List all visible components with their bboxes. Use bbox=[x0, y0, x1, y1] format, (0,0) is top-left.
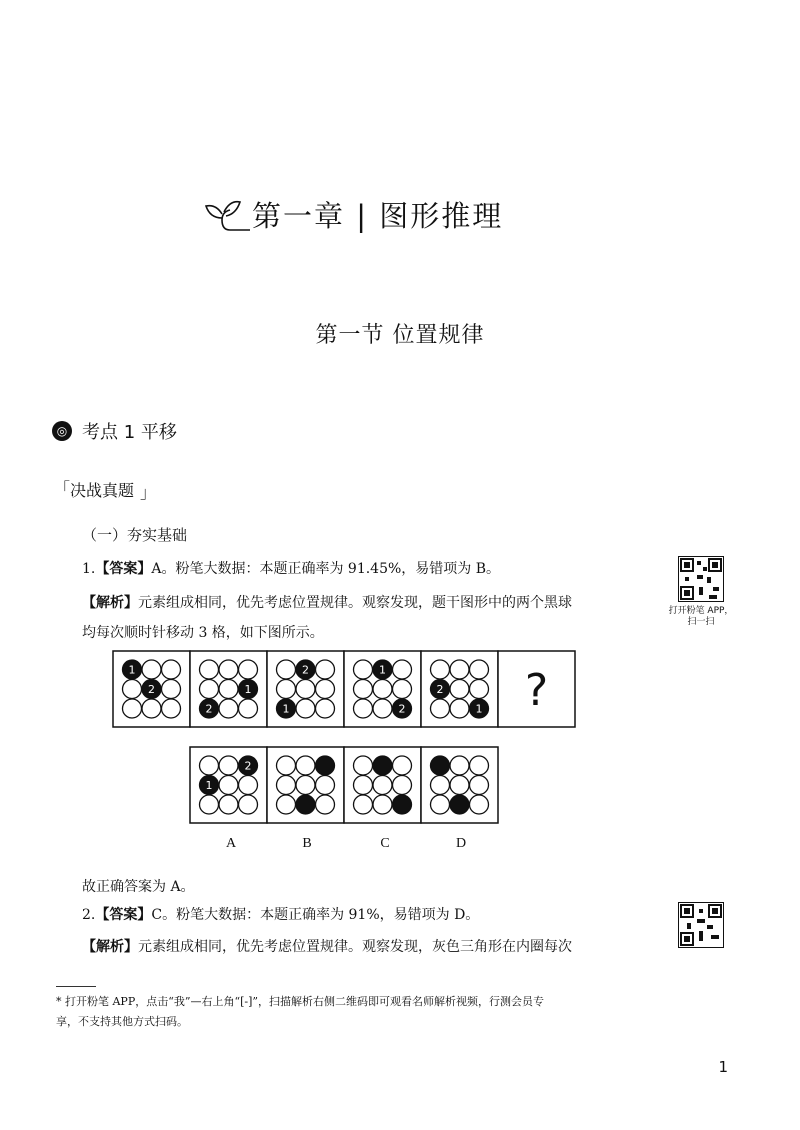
bracket-left: 「 bbox=[54, 479, 71, 498]
q1-answer-tag: 【答案】 bbox=[95, 561, 152, 577]
stem-3-ball-8 bbox=[316, 699, 335, 718]
stem-4-ball-3 bbox=[354, 680, 373, 699]
stem-1-ball-6 bbox=[123, 699, 142, 718]
q1-analysis-text1: 元素组成相同，优先考虑位置规律。观察发现，题干图形中的两个黑球 bbox=[138, 595, 572, 611]
option-d-ball-0 bbox=[431, 756, 450, 775]
q1-answer-line bbox=[82, 558, 500, 580]
option-c-ball-7 bbox=[373, 795, 392, 814]
footnote bbox=[56, 992, 656, 1032]
stem-4-ball-2 bbox=[393, 660, 412, 679]
q2-analysis-tag: 【解析】 bbox=[82, 939, 138, 955]
stem-4-ball-5 bbox=[393, 680, 412, 699]
option-c-ball-8 bbox=[393, 795, 412, 814]
stem-3-ball-2 bbox=[316, 660, 335, 679]
stem-3-ball-5 bbox=[316, 680, 335, 699]
stem-4-ball-0 bbox=[354, 660, 373, 679]
stem-2-ball-label-2: 2 bbox=[205, 702, 213, 716]
stem-3-ball-3 bbox=[277, 680, 296, 699]
stem-2-ball-4 bbox=[219, 680, 238, 699]
stem-2-ball-3 bbox=[200, 680, 219, 699]
key-point-title: 考点 1 平移 bbox=[82, 422, 177, 443]
qr-pattern bbox=[679, 557, 723, 601]
option-b-ball-3 bbox=[277, 776, 296, 795]
stem-1-ball-5 bbox=[162, 680, 181, 699]
stem-3-ball-0 bbox=[277, 660, 296, 679]
target-icon: ◎ bbox=[52, 421, 72, 441]
qr-code-q2[interactable] bbox=[678, 902, 724, 948]
option-c-ball-6 bbox=[354, 795, 373, 814]
stem-2-ball-7 bbox=[219, 699, 238, 718]
stem-2-ball-8 bbox=[239, 699, 258, 718]
q2-analysis-line1 bbox=[82, 936, 572, 958]
stem-4-ball-6 bbox=[354, 699, 373, 718]
stem-4-ball-7 bbox=[373, 699, 392, 718]
stem-3-ball-7 bbox=[296, 699, 315, 718]
option-b-ball-0 bbox=[277, 756, 296, 775]
stem-1-ball-label-2: 2 bbox=[148, 683, 155, 696]
option-label-a: A bbox=[225, 836, 237, 851]
q1-analysis-tag: 【解析】 bbox=[82, 595, 138, 611]
stem-1-ball-2 bbox=[162, 660, 181, 679]
option-a-ball-label-2: 2 bbox=[244, 759, 252, 773]
section-title: 第一节 位置规律 bbox=[315, 323, 485, 348]
option-a-ball-0 bbox=[200, 756, 219, 775]
qr-pattern bbox=[679, 903, 723, 947]
q1-analysis-line1 bbox=[82, 592, 572, 614]
block-title: 决战真题 bbox=[70, 481, 135, 500]
stem-3-ball-label-1: 1 bbox=[282, 702, 290, 716]
stem-5-ball-1 bbox=[450, 660, 469, 679]
option-label-c: C bbox=[380, 836, 390, 851]
option-c-ball-0 bbox=[354, 756, 373, 775]
puzzle-figure bbox=[112, 650, 578, 832]
question-mark: ? bbox=[524, 665, 549, 716]
option-d-ball-2 bbox=[470, 756, 489, 775]
stem-1-ball-7 bbox=[142, 699, 161, 718]
footnote-line1: * 打开粉笔 APP，点击“我”—右上角“[-]”，扫描解析右侧二维码即可观看名师解析视频，行测会员专 bbox=[56, 995, 545, 1008]
option-c-ball-3 bbox=[354, 776, 373, 795]
option-b-ball-4 bbox=[296, 776, 315, 795]
option-a-ball-label-1: 1 bbox=[205, 779, 213, 792]
option-b-ball-6 bbox=[277, 795, 296, 814]
option-label-b: B bbox=[302, 836, 312, 851]
stem-2-ball-1 bbox=[219, 660, 238, 679]
stem-2-ball-0 bbox=[200, 660, 219, 679]
option-b-ball-8 bbox=[316, 795, 335, 814]
option-b-ball-5 bbox=[316, 776, 335, 795]
stem-5-ball-7 bbox=[450, 699, 469, 718]
option-d-ball-3 bbox=[431, 776, 450, 795]
option-d-ball-1 bbox=[450, 756, 469, 775]
q2-number: 2. bbox=[82, 907, 96, 923]
footnote-line2: 享，不支持其他方式扫码。 bbox=[56, 1015, 188, 1028]
qr-caption-line1: 打开粉笔 APP， bbox=[668, 606, 734, 616]
bracket-right: 」 bbox=[140, 483, 157, 502]
stem-5-ball-6 bbox=[431, 699, 450, 718]
subsection-title: （一）夯实基础 bbox=[82, 526, 188, 544]
option-d-ball-7 bbox=[450, 795, 469, 814]
option-c-ball-2 bbox=[393, 756, 412, 775]
qr-caption-line2: 扫一扫 bbox=[687, 617, 715, 627]
stem-3-ball-label-2: 2 bbox=[302, 663, 309, 677]
stem-5-ball-label-2: 2 bbox=[436, 683, 444, 696]
q1-analysis-line2: 均每次顺时针移动 3 格，如下图所示。 bbox=[82, 625, 324, 641]
stem-4-ball-label-1: 1 bbox=[379, 663, 386, 677]
q1-answer-text: A。粉笔大数据：本题正确率为 91.45%，易错项为 B。 bbox=[151, 561, 501, 577]
sprout-icon bbox=[200, 192, 252, 238]
option-d-ball-5 bbox=[470, 776, 489, 795]
option-a-ball-5 bbox=[239, 776, 258, 795]
stem-2-ball-2 bbox=[239, 660, 258, 679]
option-b-ball-2 bbox=[316, 756, 335, 775]
stem-1-ball-1 bbox=[142, 660, 161, 679]
option-a-ball-4 bbox=[219, 776, 238, 795]
option-c-ball-5 bbox=[393, 776, 412, 795]
option-d-ball-4 bbox=[450, 776, 469, 795]
page-number: 1 bbox=[718, 1058, 728, 1076]
option-d-ball-8 bbox=[470, 795, 489, 814]
stem-5-ball-0 bbox=[431, 660, 450, 679]
stem-1-ball-3 bbox=[123, 680, 142, 699]
option-b-ball-7 bbox=[296, 795, 315, 814]
chapter-title: 第一章 | 图形推理 bbox=[252, 199, 504, 233]
q2-answer-tag: 【答案】 bbox=[95, 907, 152, 923]
q2-analysis-text1: 元素组成相同，优先考虑位置规律。观察发现，灰色三角形在内圈每次 bbox=[138, 939, 572, 955]
q1-conclusion: 故正确答案为 A。 bbox=[82, 879, 195, 895]
stem-5-ball-4 bbox=[450, 680, 469, 699]
stem-5-ball-label-1: 1 bbox=[475, 702, 483, 716]
footnote-divider bbox=[56, 986, 96, 987]
option-c-ball-4 bbox=[373, 776, 392, 795]
stem-5-ball-2 bbox=[470, 660, 489, 679]
qr-caption-q1 bbox=[661, 606, 741, 628]
option-c-ball-1 bbox=[373, 756, 392, 775]
stem-4-ball-label-2: 2 bbox=[398, 702, 406, 716]
qr-code-q1[interactable] bbox=[678, 556, 724, 602]
stem-1-ball-label-1: 1 bbox=[128, 663, 136, 677]
option-a-ball-1 bbox=[219, 756, 238, 775]
stem-2-ball-label-1: 1 bbox=[244, 683, 252, 696]
option-d-ball-6 bbox=[431, 795, 450, 814]
q2-answer-line bbox=[82, 904, 479, 926]
option-a-ball-7 bbox=[219, 795, 238, 814]
q1-number: 1. bbox=[82, 561, 96, 577]
stem-3-ball-4 bbox=[296, 680, 315, 699]
q2-answer-text: C。粉笔大数据：本题正确率为 91%，易错项为 D。 bbox=[151, 907, 480, 923]
stem-5-ball-5 bbox=[470, 680, 489, 699]
stem-4-ball-4 bbox=[373, 680, 392, 699]
option-a-ball-6 bbox=[200, 795, 219, 814]
option-b-ball-1 bbox=[296, 756, 315, 775]
option-label-d: D bbox=[455, 836, 467, 851]
stem-1-ball-8 bbox=[162, 699, 181, 718]
option-a-ball-8 bbox=[239, 795, 258, 814]
